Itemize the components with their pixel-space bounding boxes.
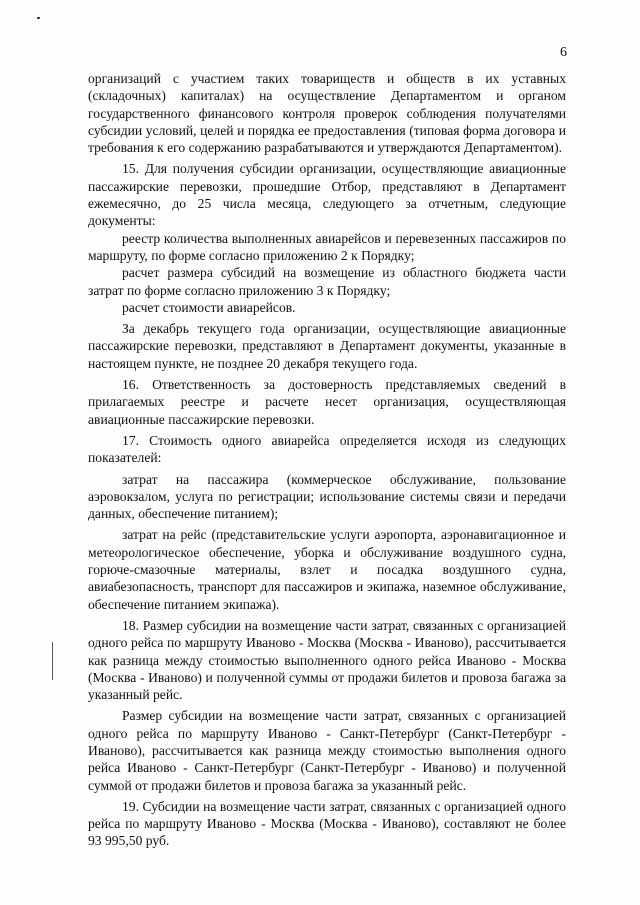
- paragraph-clause-17: 17. Стоимость одного авиарейса определяется исходя из следующих показателей:: [88, 432, 566, 466]
- paragraph-clause-18: 18. Размер субсидии на возмещение части затрат, связанных с организацией одного рейса по маршруту Иваново - Москва (Москва - Иваново), рассчитывается как разница между стоимостью выполненного одного рейса Иваново - Москва (Москва - Иваново) и полученной суммы от продажи билетов и провоза багажа за указанный рейс.: [88, 617, 566, 703]
- paragraph-list-cost: расчет стоимости авиарейсов.: [122, 299, 296, 315]
- paragraph-flight-costs: затрат на рейс (представительские услуги аэропорта, аэронавигационное и метеорологическое обеспечение, уборка и обслуживание воздушного судна, горюче-смазочные материалы, взлет и посадка воздушного судна, авиабезопасность, транспорт для пассажиров и экипажа, наземное обслуживание, обеспечение питанием экипажа).: [88, 527, 566, 612]
- document-body: [88, 70, 566, 850]
- paragraph-spb-subsidy: Размер субсидии на возмещение части затрат, связанных с организацией одного рейса по маршруту Иваново - Санкт-Петербург (Санкт-Петербург - Иваново), рассчитывается как разница между стоимостью выполнения одного рейса Иваново - Санкт-Петербург (Санкт-Петербург - Иваново) и полученной суммой от продажи билетов и провоза багажа за указанный рейс.: [88, 708, 566, 793]
- margin-mark: [52, 642, 53, 680]
- paragraph-clause-15: 15. Для получения субсидии организации, осуществляющие авиационные пассажирские перевозки, прошедшие Отбор, представляют в Департамент ежемесячно, до 25 числа месяца, следующего за отчетным, следующие документы:: [88, 161, 566, 229]
- paragraph-continuation: организаций с участием таких товариществ и обществ в их уставных (складочных) капиталах) на осуществление Департаментом и органом государственного финансового контроля проверок соблюдения получателями субсидии условий, целей и порядка ее предоставления (типовая форма договора и требования к его содержанию разрабатываются и утверждаются Департаментом).: [88, 71, 566, 156]
- paragraph-passenger-costs: затрат на пассажира (коммерческое обслуживание, пользование аэровокзалом, услуга по регистрации; использование системы связи и передачи данных, обеспечение питанием);: [88, 471, 566, 522]
- paragraph-clause-19: 19. Субсидии на возмещение части затрат, связанных с организацией одного рейса по маршруту Иваново - Москва (Москва - Иваново), составляют не более 93 995,50 руб.: [88, 798, 566, 849]
- page-number: 6: [560, 45, 567, 60]
- paragraph-list-registry: реестр количества выполненных авиарейсов и перевезенных пассажиров по маршруту, по форме согласно приложению 2 к Порядку;: [88, 230, 566, 263]
- scan-speck: [37, 17, 40, 19]
- paragraph-december: За декабрь текущего года организации, осуществляющие авиационные пассажирские перевозки, представляют в Департамент документы, указанные в настоящем пункте, не позднее 20 декабря текущего года.: [88, 321, 566, 371]
- paragraph-clause-16: 16. Ответственность за достоверность представляемых сведений в прилагаемых реестре и расчете несет организация, осуществляющая авиационные пассажирские перевозки.: [88, 377, 566, 427]
- paragraph-list-calculation: расчет размера субсидий на возмещение из областного бюджета части затрат по форме согласно приложению 3 к Порядку;: [88, 265, 566, 298]
